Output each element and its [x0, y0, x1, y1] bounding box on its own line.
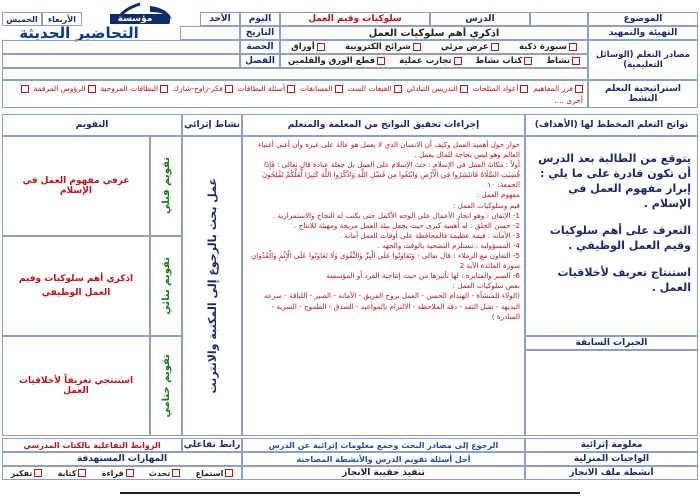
prior-knowledge-value: [525, 350, 698, 436]
procedure-12: (الولاء للمنشأة - الهندام الحسن - العمل بروح الفريق - الأمانة - الصبر - اللباقة - سرعة البديهة - تقبل النقد - دقة الملاحظة - الالتزام بالمواعيد - الصدق - الطموح - السرية - المبادرة ): [263, 291, 520, 321]
logo-line1: مؤسسة: [110, 14, 160, 24]
subject-blank: [530, 12, 588, 26]
procedure-10: 6- الصبر والمثابرة : لها تأثيرها من حيث إنتاجية الفرد أو المؤسسة: [326, 271, 520, 281]
skill-item-4[interactable]: كتابة: [58, 469, 87, 478]
strategy-item-10[interactable]: أخرى ....: [19, 84, 583, 105]
lesson-label: الدرس: [430, 12, 530, 26]
period-label: الحصة: [240, 40, 280, 54]
intro-label: التهيئة والتمهيد: [588, 26, 698, 40]
col-evaluation: التقويم: [2, 114, 182, 136]
procedure-11: بعض سلوكيات العمل :: [452, 281, 520, 291]
lesson-value: سلوكيات وقيم العمل: [280, 12, 430, 26]
logo-line2: التحاضير الحديثة: [19, 24, 139, 42]
resource-item-1[interactable]: سبورة ذكية: [519, 42, 577, 52]
portfolio-value: تنفيذ حقيبة الانجاز: [242, 466, 525, 480]
resources-row3: [2, 68, 588, 80]
class-value: [2, 54, 240, 68]
intro-text: اذكري أهم سلوكيات العمل: [280, 26, 588, 40]
interactive-link-value[interactable]: الروابط التفاعلية بالكتاب المدرسي: [2, 438, 182, 452]
strategy-label: استراتيجية التعلم النشط: [588, 80, 698, 108]
subject-label: الموضوع: [588, 12, 698, 26]
procedure-7: 3- الأمانة : قيمة عظيمة فالمحافظة على أوقات العمل أمانة .: [339, 230, 520, 240]
skills-label: المهارات المستهدفة: [2, 452, 242, 466]
procedure-4: قيم وسلوكيات العمل :: [452, 200, 520, 210]
strategy-item-8[interactable]: البطاقات المروحية: [100, 84, 168, 93]
col-enrichment: نشاط إثرائي: [182, 114, 242, 136]
procedure-3: مفهوم العمل :: [476, 190, 520, 200]
interactive-link-label: رابط تفاعلي: [183, 440, 241, 450]
strategy-item-6[interactable]: أسئلة البطاقات: [238, 84, 296, 93]
resources-row2: [280, 54, 588, 68]
resource-item-4[interactable]: أوراق: [291, 42, 325, 52]
strategy-item-1[interactable]: فرز المفاهيم: [533, 84, 583, 93]
procedure-2: أولاً : مكانة العمل في الإسلام : حث الإسلام على العمل بل جعلة عبادة قال تعالى : فَإِذَا قُضِيَتِ الصَّلَاةُ فَانتَشِرُوا فِي الْأَرْضِ وَابْتَغُوا مِن فَضْلِ اللَّهِ وَاذْكُرُوا اللَّهَ كَثِيرًا لَّعَلَّكُمْ تُفْلِحُونَ الجمعة: ١٠: [261, 160, 520, 190]
resource-item-2[interactable]: عرض مرئي: [441, 42, 499, 52]
resource-item-5[interactable]: نشاط: [546, 56, 580, 66]
eval-question-2: اذكري أهم سلوكيات وقيم العمل الوظيفي: [2, 236, 150, 336]
period-value: [2, 40, 240, 54]
resource-item-8[interactable]: قطع الورق والقلمين: [288, 56, 385, 66]
skill-item-1[interactable]: استماع: [196, 469, 234, 478]
enrichment-text: عمل بحث بالرجوع إلى المكتبة والانترنت: [205, 178, 219, 394]
procedure-8: 4- المسؤولية : تستلزم التضحية بالوقت والجهد .: [377, 240, 520, 250]
eval-final-label: تقويم ختامي: [150, 336, 182, 436]
col-objectives: نواتج التعلم المخطط لها (الأهداف): [525, 114, 698, 136]
resources-label: مصادر التعلم (الوسائل التعليمية): [588, 40, 698, 80]
weekday-wednesday: الأربعاء: [42, 12, 82, 26]
date-value: [180, 26, 240, 40]
strategy-item-9[interactable]: الرؤوس المرقمة: [34, 84, 96, 93]
objectives-body: [525, 136, 698, 336]
resource-item-3[interactable]: شرائح الكترونية: [345, 42, 421, 52]
strategy-item-2[interactable]: أعواد المثلجات: [473, 84, 529, 93]
homework-value: أحل أسئلة تقويم الدرس والأنشطة المصاحبة: [242, 452, 525, 466]
eval-question-1: عرفي مفهوم العمل في الإسلام: [2, 136, 150, 236]
resource-item-6[interactable]: كتاب نشاط: [475, 56, 532, 66]
skill-item-2[interactable]: تحدث: [149, 469, 180, 478]
resources-row1: [280, 40, 588, 54]
prior-knowledge-label: الخبرات السابقة: [525, 336, 698, 350]
date-label: التاريخ: [240, 26, 280, 40]
eval-tribal-label: تقويم قبلي: [150, 136, 182, 236]
strategy-item-3[interactable]: التدريس التبادلي: [407, 84, 468, 93]
objective-1: إبراز مفهوم العمل في الإسلام .: [568, 182, 691, 210]
procedure-5: 1- الإتقان : وهو انجاز الأعمال على الوجه الأكمل حتى يكتب له النجاح والاستمرارية .: [272, 210, 520, 220]
homework-label: الواجبات المنزلية: [525, 452, 698, 466]
procedures-body: [242, 136, 525, 436]
eval-question-3: استنتجي تعريفاً لأخلاقيات العمل: [2, 336, 150, 436]
strategy-items: [2, 80, 588, 108]
enrichment-body: [182, 136, 242, 436]
objective-2: التعرف على أهم سلوكيات وقيم العمل الوظيفي .: [549, 224, 691, 252]
procedure-6: 2- حسن الخلق : له أهمية كبرى حيث يجعل بيئة العمل مريحة ومهيئة للانتاج .: [294, 220, 520, 230]
strategy-item-4[interactable]: القبعات الست: [348, 84, 402, 93]
class-label: الفصل: [240, 54, 280, 68]
strategy-item-7[interactable]: فكر-زاوج-شارك: [173, 84, 233, 93]
skills-items: [2, 466, 242, 480]
objectives-intro: يتوقع من الطالبة بعد الدرس أن تكون قادرة على ما يلي :: [538, 152, 691, 180]
objective-3: استنتاج تعريف لأخلاقيات العمل .: [557, 266, 691, 294]
day-label: اليوم: [240, 12, 280, 26]
portfolio-label: أنشطة ملف الانجاز: [525, 466, 698, 480]
bottom-divider: [120, 492, 580, 494]
procedure-9: 5- التعاون مع الزملاء : قال تعالى : وَتَعَاوَنُوا عَلَى الْبِرِّ وَالتَّقْوَى وَلَا تَعَاوَنُوا عَلَى الْإِثْمِ وَالْعُدْوَانِ سورة المائدة الآية 2: [250, 251, 520, 271]
resource-item-7[interactable]: تجارب عملية: [399, 56, 462, 66]
strategy-item-5[interactable]: المسابقات: [300, 84, 343, 93]
skill-item-3[interactable]: قراءة: [102, 469, 134, 478]
eval-formative-label: تقويم بنائي: [150, 236, 182, 336]
weekday-thursday: الخميس: [2, 12, 42, 26]
skill-item-5[interactable]: تفكير: [11, 469, 43, 478]
enrich-info-value: الرجوع إلى مصادر البحث وجمع معلومات إثرائية عن الدرس: [242, 438, 525, 452]
procedure-1: حوار حول أهمية العمل وكيف أن الانسان الذي لا يعمل هو عالة على غيره وأن أغنى أغنياء العالم وهو ليس بحاجة للمال يعمل .: [258, 140, 520, 160]
day-value: الأحد: [200, 12, 240, 26]
col-procedures: إجراءات تحقيق النواتج من المعلمة والمتعلم: [242, 114, 525, 136]
enrich-info-label: معلومة إثرائية: [525, 438, 698, 452]
